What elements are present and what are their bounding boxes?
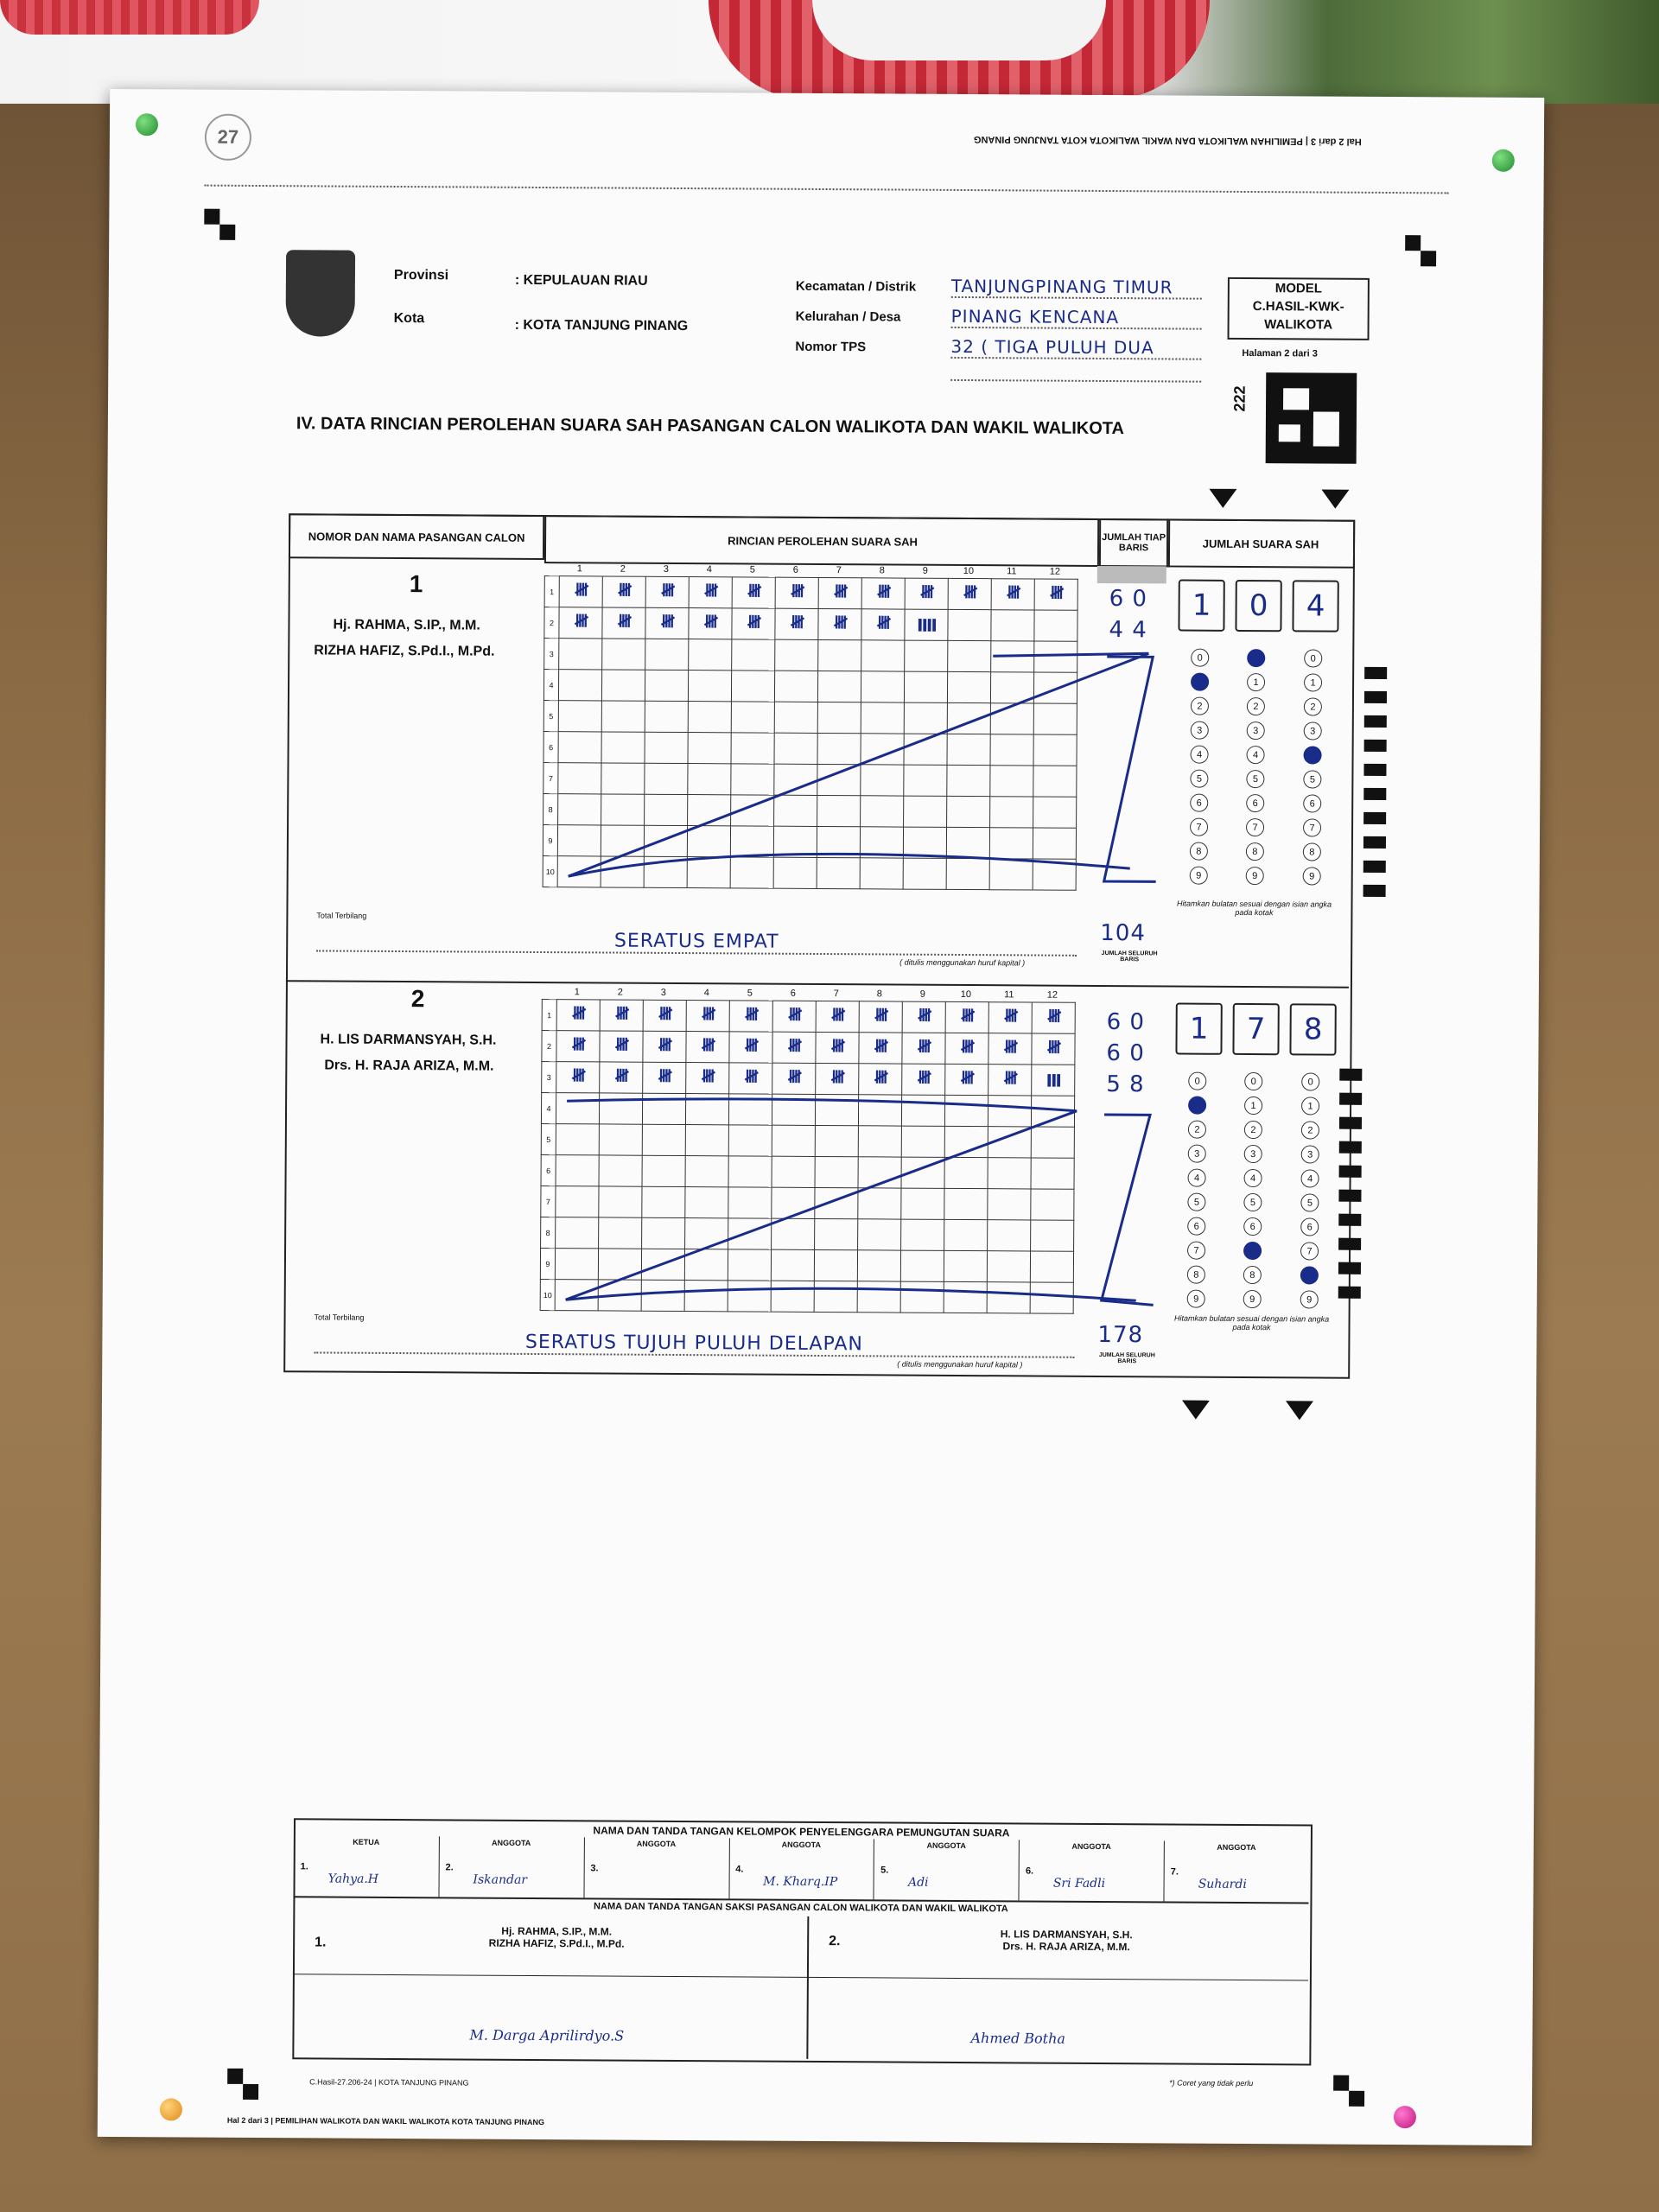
model-box: MODEL C.HASIL-KWK- WALIKOTA <box>1228 277 1370 340</box>
digit-bubble[interactable]: 9 <box>1303 867 1321 885</box>
timing-mark <box>1339 1069 1362 1081</box>
digit-bubble[interactable]: 2 <box>1247 697 1265 715</box>
corner-marker-icon <box>1405 235 1421 251</box>
digit-bubble[interactable]: 9 <box>1190 867 1208 885</box>
digit-bubble[interactable]: 9 <box>1246 867 1264 885</box>
digit-bubble[interactable] <box>1191 673 1209 691</box>
digit-bubble[interactable]: 0 <box>1301 1072 1319 1090</box>
tally-cell: 𝍸 <box>772 1063 816 1094</box>
pushpin-green <box>1492 149 1515 172</box>
tally-cell: 𝍸 <box>1034 579 1077 610</box>
timing-mark <box>1364 667 1387 679</box>
pushpin-orange <box>160 2098 182 2120</box>
kelurahan-label: Kelurahan / Desa <box>795 308 901 325</box>
tps-label: Nomor TPS <box>795 339 867 355</box>
tps-continuation-line <box>950 379 1201 383</box>
arrow-down-icon <box>1321 490 1349 509</box>
tally-cell: 𝍸 <box>689 577 732 608</box>
kpps-signature: M. Kharq.IP <box>763 1874 838 1890</box>
tally-cell: 𝍸 <box>556 1062 600 1093</box>
form-sheet <box>98 89 1544 2145</box>
column-number: 6 <box>792 564 798 575</box>
digit-bubble[interactable]: 1 <box>1247 673 1265 691</box>
tally-cell: 𝍸 <box>689 608 732 639</box>
digit-bubble[interactable]: 0 <box>1188 1072 1206 1090</box>
header-jumlah-baris: JUMLAH TIAP BARIS <box>1097 518 1170 568</box>
digit-bubble[interactable]: 7 <box>1187 1242 1205 1260</box>
timing-mark <box>1338 1287 1361 1299</box>
total-label: Total Terbilang <box>316 911 367 920</box>
arrow-down-icon <box>1209 489 1236 508</box>
digit-bubble[interactable]: 9 <box>1300 1290 1319 1308</box>
digit-bubble[interactable]: 5 <box>1243 1193 1262 1211</box>
arrow-down-icon <box>1286 1401 1313 1420</box>
tally-cell: 𝍸 <box>816 1032 859 1063</box>
tally-cell: 𝍸 <box>729 1063 772 1094</box>
total-words: SERATUS EMPAT <box>316 928 1077 956</box>
column-number: 2 <box>620 563 626 575</box>
sum-label: JUMLAH SELURUH BARIS <box>1098 1351 1155 1365</box>
saksi-names-1: Hj. RAHMA, S.IP., M.M. RIZHA HAFIZ, S.Pd.I., M.Pd. <box>488 1924 625 1950</box>
digit-bubble[interactable]: 7 <box>1190 818 1208 836</box>
tally-cell: 𝍸 <box>991 579 1034 610</box>
digit-box: 7 <box>1232 1003 1279 1055</box>
timing-mark <box>1339 1141 1362 1154</box>
tally-cell: 𝍸 <box>902 1001 945 1033</box>
kecamatan-label: Kecamatan / Distrik <box>795 278 917 295</box>
digit-bubble[interactable]: 6 <box>1300 1217 1319 1236</box>
digit-bubble[interactable]: 2 <box>1191 697 1209 715</box>
row-number: 6 <box>541 1155 556 1186</box>
tps-value: 32 ( TIGA PULUH DUA <box>950 336 1201 360</box>
tally-cell: 𝍸 <box>556 1000 600 1031</box>
row-number: 3 <box>544 639 559 670</box>
digit-bubble[interactable]: 3 <box>1247 721 1265 740</box>
digit-bubble[interactable]: 4 <box>1247 746 1265 764</box>
tally-cell: 𝍸 <box>816 1063 859 1094</box>
digit-bubble[interactable]: 5 <box>1300 1193 1319 1211</box>
timing-mark <box>1363 812 1386 824</box>
row-total: 6 0 <box>1106 1040 1145 1067</box>
kpps-title: NAMA DAN TANDA TANGAN KELOMPOK PENYELENGGARA PEMUNGUTAN SUARA <box>593 1824 1010 1840</box>
column-number: 3 <box>663 563 669 575</box>
tally-cell: III <box>1032 1065 1075 1096</box>
row-number: 5 <box>543 701 558 732</box>
tally-cell: 𝍸 <box>988 1002 1032 1033</box>
header-jumlah-suara: JUMLAH SUARA SAH <box>1166 518 1355 568</box>
kpps-number: 1. <box>300 1861 308 1872</box>
candidate-name-2: RIZHA HAFIZ, S.Pd.I., M.Pd. <box>314 643 495 659</box>
row-total: 6 0 <box>1106 1009 1146 1036</box>
candidate-name-1: Hj. RAHMA, S.IP., M.M. <box>333 617 480 633</box>
row-number: 7 <box>543 763 558 794</box>
kpps-signature: Yahya.H <box>327 1872 379 1886</box>
form-code: 222 <box>1230 385 1249 412</box>
tally-cell: 𝍸 <box>905 578 948 609</box>
tally-cell: 𝍸 <box>945 1064 988 1095</box>
digit-bubble[interactable] <box>1300 1266 1319 1284</box>
kpps-number: 5. <box>880 1865 889 1876</box>
bunting-left <box>0 0 259 35</box>
bunting-right <box>709 0 1210 99</box>
digit-box: 4 <box>1292 580 1338 632</box>
kpps-role: ANGGOTA <box>1217 1842 1256 1853</box>
digit-bubble[interactable]: 5 <box>1246 770 1264 788</box>
row-number: 9 <box>540 1249 555 1280</box>
column-number: 5 <box>747 988 753 999</box>
total-number: 104 <box>1100 919 1147 947</box>
digit-bubble[interactable]: 6 <box>1190 794 1208 812</box>
digit-bubble[interactable]: 4 <box>1188 1169 1206 1187</box>
timing-mark <box>1338 1214 1361 1226</box>
digit-bubble[interactable]: 6 <box>1246 794 1264 812</box>
row-number: 1 <box>542 1000 556 1031</box>
digit-bubble[interactable]: 1 <box>1244 1096 1262 1115</box>
tally-cell: 𝍸 <box>729 1001 772 1032</box>
tally-cell: 𝍸 <box>859 1064 902 1095</box>
kpps-number: 2. <box>445 1862 454 1873</box>
tally-cell: 𝍸 <box>559 576 602 607</box>
digit-bubble[interactable]: 9 <box>1187 1290 1205 1308</box>
tally-cell: 𝍸 <box>602 607 645 639</box>
digit-bubble[interactable]: 2 <box>1188 1121 1206 1139</box>
corner-marker-icon <box>1333 2075 1349 2091</box>
tally-cell: 𝍸 <box>859 1001 902 1033</box>
column-number: 12 <box>1046 989 1058 1001</box>
page-indicator: Halaman 2 dari 3 <box>1242 347 1318 359</box>
kpps-number: 6. <box>1025 1866 1034 1877</box>
corner-marker-icon <box>219 225 235 240</box>
digit-bubble[interactable]: 3 <box>1301 1145 1319 1163</box>
row-number: 5 <box>541 1124 556 1155</box>
kota-value: : KOTA TANJUNG PINANG <box>514 317 689 334</box>
column-number: 11 <box>1004 989 1014 1001</box>
timing-mark <box>1339 1093 1362 1105</box>
timing-mark <box>1363 861 1386 873</box>
column-number: 4 <box>706 564 712 575</box>
column-number: 7 <box>836 565 842 576</box>
digit-bubble[interactable]: 7 <box>1300 1242 1319 1260</box>
digit-bubble[interactable]: 2 <box>1301 1121 1319 1139</box>
footer-bottom: Hal 2 dari 3 | PEMILIHAN WALIKOTA DAN WAKIL WALIKOTA KOTA TANJUNG PINANG <box>226 2115 545 2127</box>
column-number: 10 <box>963 565 975 577</box>
row-number: 9 <box>543 825 557 856</box>
tally-cell: 𝍸 <box>816 1001 859 1032</box>
column-number: 9 <box>919 988 925 1000</box>
timing-mark <box>1364 740 1387 752</box>
top-strip: Hal 2 dari 3 | PEMILIHAN WALIKOTA DAN WAKIL WALIKOTA KOTA TANJUNG PINANG <box>973 134 1362 147</box>
timing-mark <box>1363 788 1386 800</box>
tally-cell: 𝍸 <box>643 1062 686 1093</box>
digit-bubble[interactable] <box>1247 649 1265 667</box>
tally-cell: 𝍸 <box>559 607 602 639</box>
row-number: 10 <box>540 1280 555 1311</box>
tally-cell: 𝍸 <box>600 1062 643 1093</box>
tally-cell: 𝍸 <box>775 577 818 608</box>
digit-bubble[interactable]: 7 <box>1303 818 1321 836</box>
kpps-role: ANGGOTA <box>781 1840 822 1850</box>
row-number: 6 <box>543 732 558 763</box>
emblem-icon <box>286 250 356 336</box>
corner-marker-icon <box>243 2084 258 2100</box>
timing-mark <box>1363 885 1386 897</box>
column-number: 12 <box>1049 566 1061 577</box>
corner-marker-icon <box>1421 251 1436 266</box>
perforation-line <box>205 185 1449 194</box>
tally-cell: 𝍸 <box>686 1032 729 1063</box>
digit-bubble[interactable]: 3 <box>1244 1145 1262 1163</box>
logo-27-icon: 27 <box>205 114 251 161</box>
column-number: 10 <box>960 988 972 1001</box>
digit-box: 8 <box>1289 1003 1336 1055</box>
digit-bubble[interactable]: 6 <box>1303 794 1321 812</box>
header-rincian: RINCIAN PEROLEHAN SUARA SAH <box>544 515 1101 567</box>
corner-marker-icon <box>204 209 219 225</box>
header-nomor: NOMOR DAN NAMA PASANGAN CALON <box>289 513 544 560</box>
provinsi-label: Provinsi <box>393 267 449 283</box>
timing-mark <box>1363 836 1386 849</box>
corner-marker-icon <box>227 2069 243 2084</box>
total-label: Total Terbilang <box>314 1313 365 1322</box>
corner-marker-icon <box>1349 2091 1364 2107</box>
digit-bubble[interactable]: 6 <box>1187 1217 1205 1236</box>
tally-cell: 𝍸 <box>686 1063 729 1094</box>
tally-cell: 𝍸 <box>729 1032 772 1063</box>
cross-out-stroke-1 <box>543 575 1166 883</box>
digit-bubble[interactable]: 5 <box>1187 1193 1205 1211</box>
digit-bubble[interactable]: 5 <box>1190 770 1208 788</box>
cross-out-stroke-totals-1 <box>1096 631 1166 890</box>
saksi-number: 2. <box>829 1934 841 1949</box>
kecamatan-value: TANJUNGPINANG TIMUR <box>951 276 1202 300</box>
cross-out-stroke-totals-2 <box>1093 1089 1164 1313</box>
saksi-number: 1. <box>315 1935 327 1950</box>
tally-cell: 𝍸 <box>861 578 905 609</box>
saksi-title: NAMA DAN TANDA TANGAN SAKSI PASANGAN CALON WALIKOTA DAN WAKIL WALIKOTA <box>594 1901 1008 1915</box>
digit-bubble[interactable]: 7 <box>1246 818 1264 836</box>
tally-cell: 𝍸 <box>988 1065 1032 1096</box>
tally-cell: 𝍸 <box>945 1001 988 1033</box>
digit-bubble[interactable]: 3 <box>1304 721 1322 740</box>
tally-cell: 𝍸 <box>859 1033 902 1064</box>
tally-cell: 𝍸 <box>775 608 818 639</box>
tally-cell: 𝍸 <box>686 1001 729 1032</box>
row-number: 1 <box>544 576 559 607</box>
tally-cell: 𝍸 <box>902 1033 945 1064</box>
tally-cell: 𝍸 <box>556 1031 600 1062</box>
arrow-down-icon <box>1182 1401 1210 1420</box>
digit-bubble[interactable]: 6 <box>1243 1217 1262 1236</box>
timing-mark <box>1339 1117 1362 1129</box>
column-number: 8 <box>879 565 885 576</box>
saksi-signature-2: Ahmed Botha <box>970 2030 1066 2047</box>
tally-cell: IIII <box>905 609 948 640</box>
kpps-role: ANGGOTA <box>491 1838 531 1847</box>
digit-bubble[interactable]: 8 <box>1303 842 1321 861</box>
timing-mark <box>1338 1238 1361 1250</box>
column-number: 1 <box>574 987 580 998</box>
row-number: 4 <box>543 670 558 701</box>
tally-cell: 𝍸 <box>818 577 861 608</box>
row-number: 3 <box>542 1062 556 1093</box>
digit-bubble[interactable]: 9 <box>1243 1290 1262 1308</box>
footer-note: *) Coret yang tidak perlu <box>1169 2078 1254 2088</box>
pushpin-magenta <box>1394 2106 1416 2128</box>
kpps-signature: Suhardi <box>1198 1877 1247 1892</box>
pushpin-green <box>136 113 158 136</box>
timing-mark <box>1364 691 1387 703</box>
cross-out-stroke-2 <box>540 999 1164 1306</box>
digit-bubble[interactable] <box>1243 1242 1262 1260</box>
bubble-note: Hitamkan bulatan sesuai dengan isian angka pada kotak <box>1173 1313 1330 1332</box>
qr-marker-icon <box>1266 372 1357 464</box>
kelurahan-value: PINANG KENCANA <box>951 306 1202 330</box>
kpps-signature: Adi <box>907 1875 929 1890</box>
digit-bubble[interactable]: 4 <box>1191 746 1209 764</box>
digit-bubble[interactable]: 5 <box>1303 770 1321 788</box>
total-number: 178 <box>1097 1321 1144 1349</box>
digit-bubble[interactable]: 2 <box>1304 697 1322 715</box>
column-number: 8 <box>876 988 882 1000</box>
digit-bubble[interactable]: 4 <box>1244 1169 1262 1187</box>
column-number: 5 <box>749 564 755 575</box>
kpps-number: 7. <box>1170 1866 1179 1878</box>
timing-mark <box>1363 764 1386 776</box>
digit-bubble[interactable]: 0 <box>1191 649 1209 667</box>
digit-bubble[interactable]: 0 <box>1244 1072 1262 1090</box>
tally-cell: 𝍸 <box>732 577 775 608</box>
bubble-note: Hitamkan bulatan sesuai dengan isian angka pada kotak <box>1176 899 1332 918</box>
tally-cell: 𝍸 <box>988 1033 1032 1065</box>
caps-note: ( ditulis menggunakan huruf kapital ) <box>899 957 1026 968</box>
row-number: 2 <box>544 607 559 639</box>
digit-bubble[interactable] <box>1304 746 1322 764</box>
tally-cell: 𝍸 <box>645 576 689 607</box>
saksi-names-2: H. LIS DARMANSYAH, S.H. Drs. H. RAJA ARIZA, M.M. <box>1000 1928 1133 1954</box>
tally-cell: 𝍸 <box>902 1064 945 1095</box>
kpps-number: 3. <box>590 1863 599 1874</box>
kpps-role: KETUA <box>353 1837 380 1847</box>
total-words: SERATUS TUJUH PULUH DELAPAN <box>314 1330 1074 1357</box>
candidate-number: 1 <box>409 570 423 598</box>
digit-box: 1 <box>1175 1003 1222 1055</box>
section-title: IV. DATA RINCIAN PEROLEHAN SUARA SAH PASANGAN CALON WALIKOTA DAN WAKIL WALIKOTA <box>296 414 1125 439</box>
timing-mark <box>1364 715 1387 728</box>
kpps-role: ANGGOTA <box>926 1840 966 1851</box>
digit-bubble[interactable]: 3 <box>1188 1145 1206 1163</box>
tally-cell: 𝍸 <box>600 1031 643 1062</box>
row-total: 5 8 <box>1106 1071 1145 1098</box>
digit-bubble[interactable] <box>1188 1096 1206 1115</box>
timing-mark <box>1339 1166 1362 1178</box>
digit-box: 0 <box>1235 580 1281 632</box>
digit-bubble[interactable]: 4 <box>1301 1169 1319 1187</box>
tally-cell: 𝍸 <box>600 1000 643 1031</box>
kpps-role: ANGGOTA <box>1071 1841 1111 1852</box>
column-number: 1 <box>576 563 582 575</box>
kpps-role: ANGGOTA <box>636 1839 677 1848</box>
tally-cell: 𝍸 <box>1032 1002 1075 1033</box>
sum-label: JUMLAH SELURUH BARIS <box>1101 950 1158 963</box>
row-number: 10 <box>543 856 557 887</box>
row-number: 7 <box>541 1186 556 1217</box>
provinsi-value: : KEPULAUAN RIAU <box>514 272 648 289</box>
digit-bubble[interactable]: 3 <box>1191 721 1209 740</box>
tally-cell: 𝍸 <box>1032 1033 1075 1065</box>
column-number: 2 <box>617 987 623 998</box>
row-number: 8 <box>543 794 558 825</box>
saksi-signature-1: M. Darga Aprilirdyo.S <box>469 2026 625 2044</box>
tally-cell: 𝍸 <box>772 1032 816 1063</box>
candidate-name-2: Drs. H. RAJA ARIZA, M.M. <box>324 1058 494 1074</box>
tally-cell: 𝍸 <box>948 578 991 609</box>
timing-mark <box>1338 1190 1361 1202</box>
kpps-number: 4. <box>735 1864 744 1875</box>
row-number: 8 <box>541 1217 556 1249</box>
tally-cell: 𝍸 <box>818 608 861 639</box>
digit-box: 1 <box>1178 580 1224 632</box>
row-number: 4 <box>541 1093 556 1124</box>
digit-bubble[interactable]: 8 <box>1246 842 1264 861</box>
digit-bubble[interactable]: 8 <box>1187 1266 1205 1284</box>
timing-mark <box>1338 1262 1361 1274</box>
column-number: 3 <box>660 987 666 998</box>
kota-label: Kota <box>393 310 425 327</box>
column-number: 9 <box>922 565 928 576</box>
tally-cell: 𝍸 <box>945 1033 988 1064</box>
candidate-number: 2 <box>410 985 425 1013</box>
tally-cell: 𝍸 <box>645 607 689 639</box>
tally-cell: 𝍸 <box>643 1000 686 1031</box>
column-number: 11 <box>1007 566 1017 577</box>
column-number: 4 <box>703 988 709 999</box>
digit-bubble[interactable]: 1 <box>1301 1096 1319 1115</box>
column-number: 7 <box>833 988 839 1000</box>
tally-cell: 𝍸 <box>772 1001 816 1032</box>
kpps-signature: Sri Fadli <box>1052 1876 1106 1891</box>
row-total: 6 0 <box>1109 586 1148 613</box>
caps-note: ( ditulis menggunakan huruf kapital ) <box>897 1359 1023 1370</box>
tally-cell: 𝍸 <box>643 1031 686 1062</box>
tally-cell: 𝍸 <box>861 609 905 640</box>
row-total: 4 4 <box>1109 617 1147 644</box>
row-number: 2 <box>542 1031 556 1062</box>
digit-bubble[interactable]: 8 <box>1190 842 1208 861</box>
digit-bubble[interactable]: 1 <box>1304 673 1322 691</box>
digit-bubble[interactable]: 0 <box>1304 649 1322 667</box>
digit-bubble[interactable]: 2 <box>1244 1121 1262 1139</box>
footer-left: C.Hasil-27.206-24 | KOTA TANJUNG PINANG <box>309 2077 469 2088</box>
kpps-signature: Iskandar <box>473 1872 528 1887</box>
tally-cell: 𝍸 <box>732 608 775 639</box>
candidate-name-1: H. LIS DARMANSYAH, S.H. <box>320 1032 497 1048</box>
column-number: 6 <box>790 988 796 999</box>
tally-cell: 𝍸 <box>602 576 645 607</box>
digit-bubble[interactable]: 8 <box>1243 1266 1262 1284</box>
